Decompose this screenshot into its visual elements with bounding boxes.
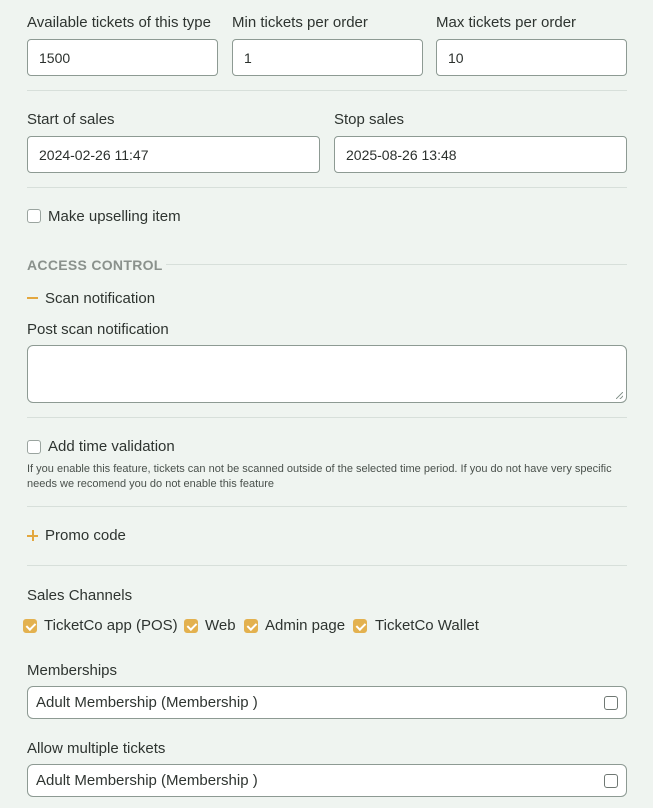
checkbox-icon[interactable]: [604, 696, 618, 710]
time-validation-label: Add time validation: [48, 438, 175, 455]
memberships-select[interactable]: [27, 686, 627, 719]
time-validation-help-text: If you enable this feature, tickets can not be scanned outside of the selected time period. If you do not have very specific needs we recomend you do not enable this feature: [27, 463, 612, 490]
post-scan-notification-label: Post scan notification: [27, 321, 169, 338]
available-tickets-input[interactable]: 1500: [27, 39, 218, 76]
allow-multiple-tickets-label: Allow multiple tickets: [27, 740, 166, 757]
channel-label-web: Web: [205, 617, 236, 634]
scan-notification-toggle[interactable]: Scan notification: [45, 290, 156, 307]
time-validation-checkbox[interactable]: [27, 440, 41, 454]
upselling-label: Make upselling item: [48, 208, 181, 225]
max-tickets-input[interactable]: 10: [436, 39, 627, 76]
sales-channels-label: Sales Channels: [27, 587, 133, 604]
channel-checkbox-pos[interactable]: [23, 619, 37, 633]
stop-sales-input[interactable]: 2025-08-26 13:48: [334, 136, 627, 173]
upselling-checkbox[interactable]: [27, 209, 41, 223]
channel-label-pos: TicketCo app (POS): [44, 617, 178, 634]
divider: [27, 90, 627, 91]
checkbox-icon[interactable]: [604, 774, 618, 788]
resize-handle-icon[interactable]: [616, 392, 623, 399]
divider: [27, 565, 627, 566]
minus-icon[interactable]: [27, 297, 38, 299]
post-scan-notification-textarea[interactable]: [27, 345, 627, 403]
channel-label-admin: Admin page: [265, 617, 346, 634]
allow-multiple-tickets-select[interactable]: [27, 764, 627, 797]
promo-code-toggle[interactable]: Promo code: [45, 527, 126, 544]
channel-checkbox-web[interactable]: [184, 619, 198, 633]
allow-multiple-selected-value: Adult Membership (Membership ): [36, 772, 258, 789]
min-tickets-input[interactable]: 1: [232, 39, 423, 76]
available-tickets-label: Available tickets of this type: [27, 14, 211, 31]
start-of-sales-input[interactable]: 2024-02-26 11:47: [27, 136, 320, 173]
channel-label-wallet: TicketCo Wallet: [375, 617, 479, 634]
stop-sales-label: Stop sales: [334, 111, 405, 128]
min-tickets-label: Min tickets per order: [232, 14, 368, 31]
divider: [27, 187, 627, 188]
plus-icon[interactable]: [27, 530, 38, 541]
max-tickets-label: Max tickets per order: [436, 14, 577, 31]
divider: [27, 506, 627, 507]
divider: [27, 417, 627, 418]
memberships-selected-value: Adult Membership (Membership ): [36, 694, 258, 711]
section-rule: [166, 264, 627, 265]
start-of-sales-label: Start of sales: [27, 111, 115, 128]
memberships-label: Memberships: [27, 662, 118, 679]
channel-checkbox-admin[interactable]: [244, 619, 258, 633]
channel-checkbox-wallet[interactable]: [353, 619, 367, 633]
access-control-heading: ACCESS CONTROL: [27, 257, 163, 273]
